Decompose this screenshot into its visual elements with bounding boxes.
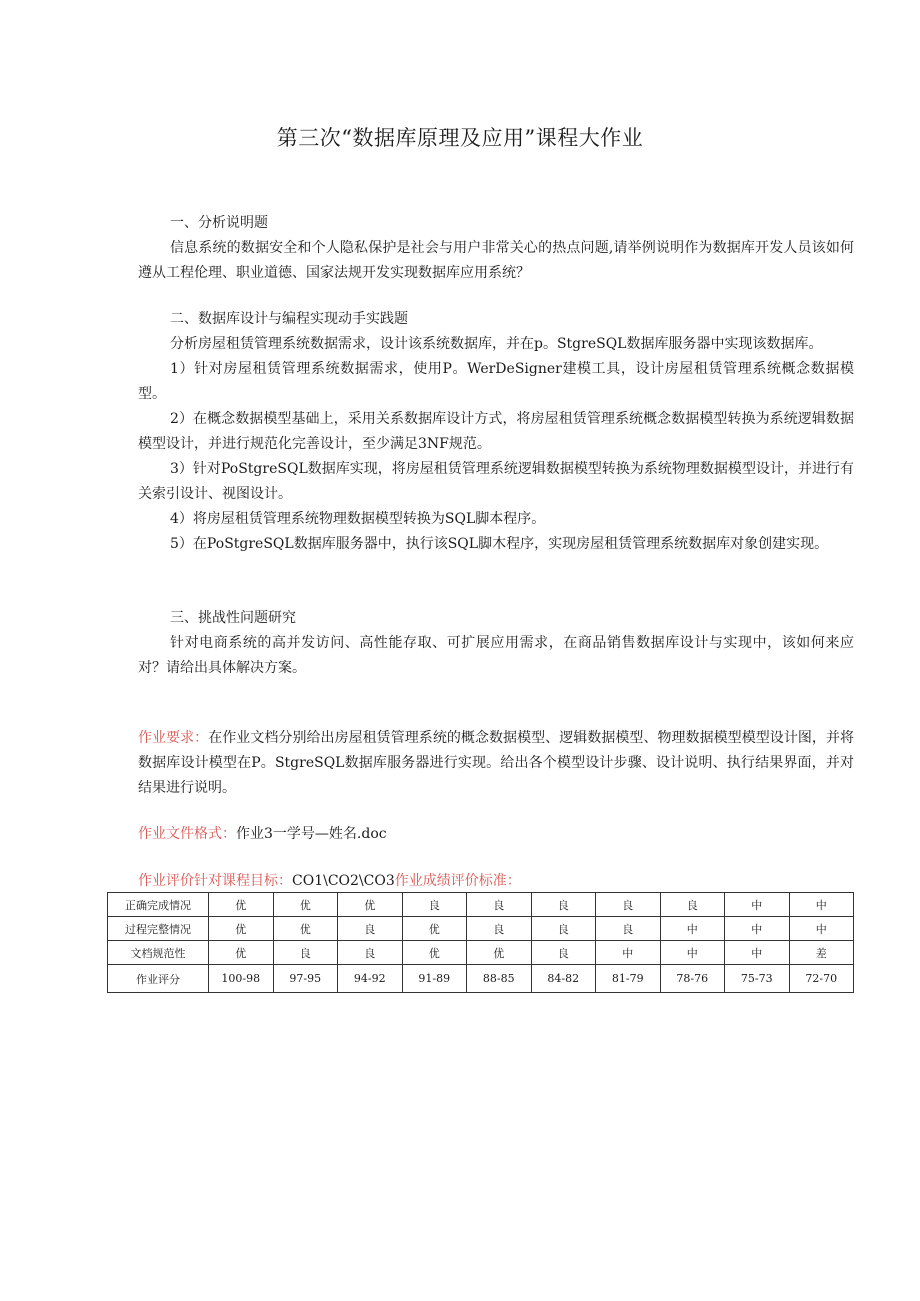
format-note [138, 822, 854, 847]
table-cell: 优 [209, 917, 274, 941]
table-cell: 良 [531, 917, 596, 941]
requirement-text: 在作业文档分别给出房屋租赁管理系统的概念数据模型、逻辑数据模型、物理数据模型模型设计图，并将数据库设计模型在P。StgreSQL数据库服务器进行实现。给出各个模型设计步骤、设计说明、执行结果界面，并对结果进行说明。 [138, 730, 855, 796]
evaluation-standard-label: 作业成绩评价标准： [394, 873, 521, 889]
row-label: 过程完整情况 [108, 917, 209, 941]
table-cell: 中 [725, 941, 790, 965]
table-cell: 中 [789, 893, 854, 917]
section-analysis [138, 211, 854, 286]
row-label: 作业评分 [108, 965, 209, 993]
format-text: 作业3一学号—姓名.doc [236, 826, 387, 842]
table-cell: 良 [273, 941, 338, 965]
table-cell: 良 [531, 893, 596, 917]
table-cell: 中 [725, 893, 790, 917]
table-cell: 良 [338, 917, 403, 941]
table-row [108, 941, 854, 965]
section-practice [138, 307, 854, 557]
list-item: 1）针对房屋租赁管理系统数据需求，使用P。WerDeSigner建模工具，设计房屋租赁管理系统概念数据模型。 [138, 361, 854, 402]
table-cell: 良 [402, 893, 467, 917]
table-cell: 良 [596, 893, 661, 917]
row-label: 文档规范性 [108, 941, 209, 965]
paragraph: 针对电商系统的高并发访问、高性能存取、可扩展应用需求，在商品销售数据库设计与实现中，该如何来应对？请给出具体解决方案。 [138, 635, 854, 676]
table-cell: 81-79 [596, 965, 661, 993]
table-row [108, 917, 854, 941]
table-row [108, 893, 854, 917]
evaluation-targets: CO1\CO2\CO3 [292, 873, 395, 889]
section-challenge [138, 606, 854, 681]
table-cell: 88-85 [467, 965, 532, 993]
requirement-label: 作业要求： [138, 730, 209, 746]
table-row [108, 965, 854, 993]
list-item: 2）在概念数据模型基础上，采用关系数据库设计方式，将房屋租赁管理系统概念数据模型转换为系统逻辑数据模型设计，并进行规范化完善设计，至少满足3NF规范。 [138, 411, 854, 452]
table-cell: 中 [596, 941, 661, 965]
table-cell: 优 [338, 893, 403, 917]
evaluation-note [138, 869, 854, 894]
evaluation-label: 作业评价针对课程目标： [138, 873, 292, 889]
table-cell: 84-82 [531, 965, 596, 993]
table-cell: 优 [209, 941, 274, 965]
table-cell: 97-95 [273, 965, 338, 993]
table-cell: 优 [273, 893, 338, 917]
table-cell: 中 [660, 917, 725, 941]
list-item: 4）将房屋租赁管理系统物理数据模型转换为SQL脚本程序。 [170, 511, 546, 527]
table-cell: 差 [789, 941, 854, 965]
table-cell: 良 [467, 917, 532, 941]
table-cell: 良 [596, 917, 661, 941]
table-cell: 良 [660, 893, 725, 917]
paragraph: 分析房屋租赁管理系统数据需求，设计该系统数据库，并在p。StgreSQL数据库服务器中实现该数据库。 [170, 336, 823, 352]
section-heading: 三、挑战性问题研究 [170, 610, 296, 626]
table-cell: 中 [725, 917, 790, 941]
row-label: 正确完成情况 [108, 893, 209, 917]
table-cell: 100-98 [209, 965, 274, 993]
table-cell: 94-92 [338, 965, 403, 993]
table-cell: 优 [273, 917, 338, 941]
table-cell: 78-76 [660, 965, 725, 993]
format-label: 作业文件格式： [138, 826, 236, 842]
list-item: 5）在PoStgreSQL数据库服务器中，执行该SQL脚木程序，实现房屋租赁管理系统数据库对象创建实现。 [170, 536, 829, 552]
table-cell: 优 [467, 941, 532, 965]
table-cell: 良 [338, 941, 403, 965]
paragraph: 信息系统的数据安全和个人隐私保护是社会与用户非常关心的热点问题,请举例说明作为数据库开发人员该如何遵从工程伦理、职业道德、国家法规开发实现数据库应用系统？ [138, 240, 854, 281]
table-cell: 优 [402, 917, 467, 941]
table-cell: 中 [789, 917, 854, 941]
table-cell: 中 [660, 941, 725, 965]
table-cell: 优 [402, 941, 467, 965]
requirement-note [138, 726, 854, 801]
table-cell: 91-89 [402, 965, 467, 993]
table-cell: 72-70 [789, 965, 854, 993]
page-title: 第三次“数据库原理及应用”课程大作业 [276, 126, 644, 150]
section-heading: 二、数据库设计与编程实现动手实践题 [170, 311, 408, 327]
table-cell: 良 [531, 941, 596, 965]
grading-table [107, 892, 854, 993]
section-heading: 一、分析说明题 [170, 215, 268, 231]
table-cell: 优 [209, 893, 274, 917]
table-cell: 良 [467, 893, 532, 917]
table-cell: 75-73 [725, 965, 790, 993]
list-item: 3）针对PoStgreSQL数据库实现，将房屋租赁管理系统逻辑数据模型转换为系统物理数据模型设计，并进行有关索引设计、视图设计。 [138, 461, 854, 502]
